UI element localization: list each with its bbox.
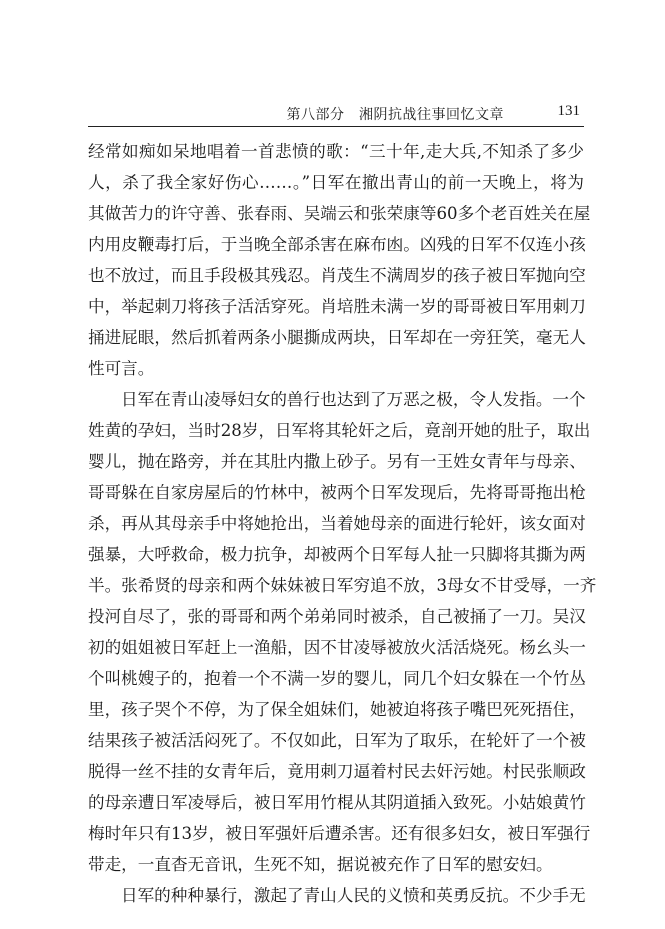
text-line: 初的姐姐被日军赶上一渔船，因不甘凌辱被放火活活烧死。杨幺头一 bbox=[88, 638, 586, 657]
text-line: 经常如痴如呆地唱着一首悲愤的歌：“三十年,走大兵,不知杀了多少 bbox=[88, 142, 584, 161]
text-line: 结果孩子被活活闷死了。不仅如此，日军为了取乐，在轮奸了一个被 bbox=[88, 731, 586, 750]
paragraph-first-line: 日军在青山凌辱妇女的兽行也达到了万恶之极，令人发指。一个 bbox=[121, 390, 586, 409]
text-line: 脱得一丝不挂的女青年后，竟用刺刀逼着村民去奸污她。村民张顺政 bbox=[88, 762, 586, 781]
text-line: 杀，再从其母亲手中将她抢出，当着她母亲的面进行轮奸，该女面对 bbox=[88, 514, 586, 533]
section-title: 第八部分 湘阴抗战往事回忆文章 bbox=[286, 107, 504, 123]
running-header bbox=[88, 100, 584, 124]
text-line: 个叫桃嫂子的，抱着一个不满一岁的婴儿，同几个妇女躲在一个竹丛 bbox=[88, 669, 586, 688]
text-line: 也不放过，而且手段极其残忍。肖茂生不满周岁的孩子被日军抛向空 bbox=[88, 266, 586, 285]
text-line: 强暴，大呼救命，极力抗争，却被两个日军每人扯一只脚将其撕为两 bbox=[88, 545, 586, 564]
text-line: 其做苦力的许守善、张春雨、吴端云和张荣康等60多个老百姓关在屋 bbox=[88, 204, 591, 223]
text-line: 姓黄的孕妇，当时28岁，日军将其轮奸之后，竟剖开她的肚子，取出 bbox=[88, 421, 591, 440]
paragraph-first-line: 日军的种种暴行，激起了青山人民的义愤和英勇反抗。不少手无 bbox=[121, 886, 586, 905]
text-line: 的母亲遭日军凌辱后，被日军用竹棍从其阴道插入致死。小姑娘黄竹 bbox=[88, 793, 586, 812]
text-line: 人，杀了我全家好伤心……。”日军在撤出青山的前一天晚上，将为 bbox=[88, 173, 584, 192]
text-line: 婴儿，抛在路旁，并在其肚内撒上砂子。另有一王姓女青年与母亲、 bbox=[88, 452, 586, 471]
text-line: 捅进屁眼，然后抓着两条小腿撕成两块，日军却在一旁狂笑，毫无人 bbox=[88, 328, 586, 347]
page-number: 131 bbox=[557, 103, 580, 119]
header-rule bbox=[88, 126, 584, 127]
text-line: 中，举起刺刀将孩子活活穿死。肖培胜未满一岁的哥哥被日军用刺刀 bbox=[88, 297, 586, 316]
text-line: 哥哥躲在自家房屋后的竹林中，被两个日军发现后，先将哥哥拖出枪 bbox=[88, 483, 586, 502]
text-line: 梅时年只有13岁，被日军强奸后遭杀害。还有很多妇女，被日军强行 bbox=[88, 824, 591, 843]
text-line: 半。张希贤的母亲和两个妹妹被日军穷追不放，3母女不甘受辱，一齐 bbox=[88, 576, 597, 595]
body-text bbox=[88, 136, 597, 911]
text-line: 投河自尽了，张的哥哥和两个弟弟同时被杀，自己被捅了一刀。吴汉 bbox=[88, 607, 586, 626]
text-line: 里，孩子哭个不停，为了保全姐妹们，她被迫将孩子嘴巴死死捂住， bbox=[88, 700, 586, 719]
text-line: 内用皮鞭毒打后，于当晚全部杀害在麻布凼。凶残的日军不仅连小孩 bbox=[88, 235, 586, 254]
text-line: 性可言。 bbox=[88, 359, 155, 378]
text-line: 带走，一直杳无音讯，生死不知，据说被充作了日军的慰安妇。 bbox=[88, 855, 553, 874]
